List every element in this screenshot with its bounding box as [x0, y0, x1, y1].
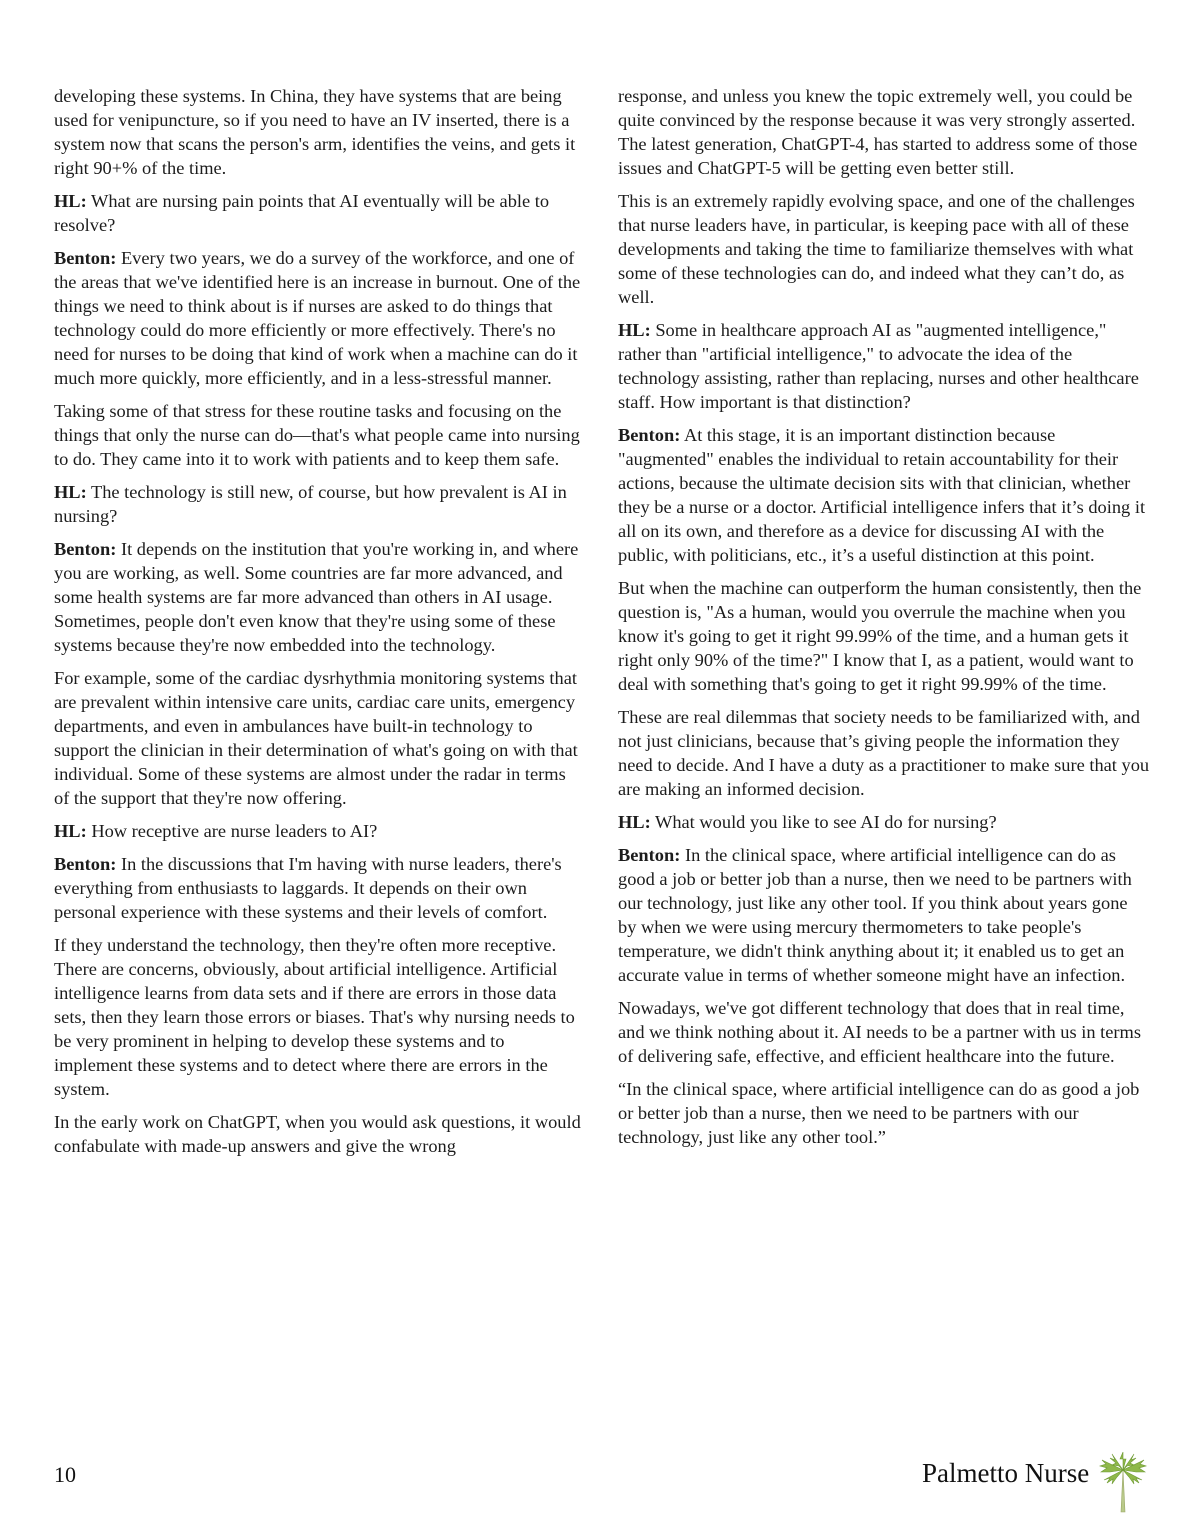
- article-paragraph: [618, 705, 1150, 801]
- speaker-label: HL:: [54, 191, 87, 211]
- paragraph-text: Nowadays, we've got different technology that does that in real time, and we think nothing about it. AI needs to be a partner with us in terms of delivering safe, effective, and efficient healthcare into the future.: [618, 998, 1142, 1066]
- article-paragraph: [618, 189, 1150, 309]
- speaker-label: HL:: [618, 320, 651, 340]
- article-paragraph: [618, 843, 1150, 987]
- paragraph-text: Some in healthcare approach AI as "augmented intelligence," rather than "artificial intelligence," to advocate the idea of the technology assisting, rather than replacing, nurses and other healthcare staff. How important is that distinction?: [618, 320, 1139, 412]
- article-paragraph: [54, 480, 584, 528]
- paragraph-text: “In the clinical space, where artificial intelligence can do as good a job or better job than a nurse, then we need to be partners with our technology, just like any other tool.”: [618, 1079, 1140, 1147]
- speaker-label: HL:: [54, 482, 87, 502]
- palmetto-tree-icon: [1098, 1452, 1148, 1514]
- paragraph-text: If they understand the technology, then they're often more receptive. There are concerns, obviously, about artificial intelligence. Artificial intelligence learns from data sets and if there are errors in those data sets, then they learn those errors or biases. That's why nursing needs to be very prominent in helping to develop these systems and to implement these systems and to detect where there are errors in the system.: [54, 935, 575, 1099]
- article-paragraph: [54, 666, 584, 810]
- paragraph-text: For example, some of the cardiac dysrhythmia monitoring systems that are prevalent within intensive care units, cardiac care units, emergency departments, and even in ambulances have built-in technology to support the clinician in their determination of what's going on with that individual. Some of these systems are almost under the radar in terms of the support that they're now offering.: [54, 668, 578, 808]
- paragraph-text: Taking some of that stress for these routine tasks and focusing on the things that only the nurse can do—that's what people came into nursing to do. They came into it to work with patients and to keep them safe.: [54, 401, 580, 469]
- right-column: [618, 84, 1150, 1158]
- article-paragraph: [618, 576, 1150, 696]
- speaker-label: Benton:: [618, 845, 681, 865]
- article-paragraph: [618, 810, 1150, 834]
- article-paragraph: [618, 84, 1150, 180]
- paragraph-text: developing these systems. In China, they have systems that are being used for venipuncture, so if you need to have an IV inserted, there is a system now that scans the person's arm, identifies the veins, and gets it right 90+% of the time.: [54, 86, 576, 178]
- paragraph-text: This is an extremely rapidly evolving space, and one of the challenges that nurse leaders have, in particular, is keeping pace with all of these developments and taking the time to familiarize themselves with what some of these technologies can do, and indeed what they can’t do, as well.: [618, 191, 1135, 307]
- article-paragraph: [54, 84, 584, 180]
- article-paragraph: [54, 1110, 584, 1158]
- speaker-label: Benton:: [618, 425, 681, 445]
- paragraph-text: At this stage, it is an important distinction because "augmented" enables the individual to retain accountability for their actions, because the ultimate decision sits with that clinician, whether they be a nurse or a doctor. Artificial intelligence infers that it’s doing it all on its own, and therefore as a device for discussing AI with the public, with politicians, etc., it’s a useful distinction at this point.: [618, 425, 1146, 565]
- article-paragraph: [54, 399, 584, 471]
- paragraph-text: But when the machine can outperform the human consistently, then the question is, "As a human, would you overrule the machine when you know it's going to get it right 99.99% of the time, and a human gets it right only 90% of the time?" I know that I, as a patient, would want to deal with something that's going to get it right 99.99% of the time.: [618, 578, 1142, 694]
- paragraph-text: These are real dilemmas that society needs to be familiarized with, and not just clinicians, because that’s giving people the information they need to decide. And I have a duty as a practitioner to make sure that you are making an informed decision.: [618, 707, 1150, 799]
- speaker-label: Benton:: [54, 539, 117, 559]
- paragraph-text: The technology is still new, of course, but how prevalent is AI in nursing?: [54, 482, 567, 526]
- article-paragraph: [618, 318, 1150, 414]
- speaker-label: HL:: [618, 812, 651, 832]
- paragraph-text: Every two years, we do a survey of the workforce, and one of the areas that we've identified here is an increase in burnout. One of the things we need to think about is if nurses are asked to do things that technology could do more efficiently or more effectively. There's no need for nurses to be doing that kind of work when a machine can do it much more quickly, more efficiently, and in a less-stressful manner.: [54, 248, 581, 388]
- article-paragraph: [618, 423, 1150, 567]
- article-paragraph: [54, 852, 584, 924]
- publication-name: Palmetto Nurse: [922, 1458, 1090, 1488]
- left-column: [54, 84, 584, 1167]
- paragraph-text: response, and unless you knew the topic extremely well, you could be quite convinced by the response because it was very strongly asserted. The latest generation, ChatGPT-4, has started to address some of those issues and ChatGPT-5 will be getting even better still.: [618, 86, 1138, 178]
- article-paragraph: [54, 933, 584, 1101]
- article-paragraph: [54, 189, 584, 237]
- paragraph-text: In the clinical space, where artificial intelligence can do as good a job or better job than a nurse, then we need to be partners with our technology, just like any other tool. If you think about years gone by when we were using mercury thermometers to take people's temperature, we didn't think anything about it; it enabled us to get an accurate value in terms of whether someone might have an infection.: [618, 845, 1132, 985]
- article-paragraph: [54, 819, 584, 843]
- article-paragraph: [54, 537, 584, 657]
- paragraph-text: What would you like to see AI do for nursing?: [654, 812, 997, 832]
- page-number: 10: [54, 1462, 76, 1487]
- paragraph-text: In the discussions that I'm having with nurse leaders, there's everything from enthusiasts to laggards. It depends on their own personal experience with these systems and their levels of comfort.: [54, 854, 562, 922]
- article-paragraph: [54, 246, 584, 390]
- speaker-label: Benton:: [54, 854, 117, 874]
- speaker-label: HL:: [54, 821, 87, 841]
- paragraph-text: It depends on the institution that you're working in, and where you are working, as well. Some countries are far more advanced, and some health systems are far more advanced than others in AI usage. Sometimes, people don't even know that they're using some of these systems because they're now embedded into the technology.: [54, 539, 579, 655]
- paragraph-text: How receptive are nurse leaders to AI?: [91, 821, 378, 841]
- paragraph-text: What are nursing pain points that AI eventually will be able to resolve?: [54, 191, 550, 235]
- article-paragraph: [618, 996, 1150, 1068]
- speaker-label: Benton:: [54, 248, 117, 268]
- paragraph-text: In the early work on ChatGPT, when you would ask questions, it would confabulate with made-up answers and give the wrong: [54, 1112, 581, 1156]
- article-paragraph: [618, 1077, 1150, 1149]
